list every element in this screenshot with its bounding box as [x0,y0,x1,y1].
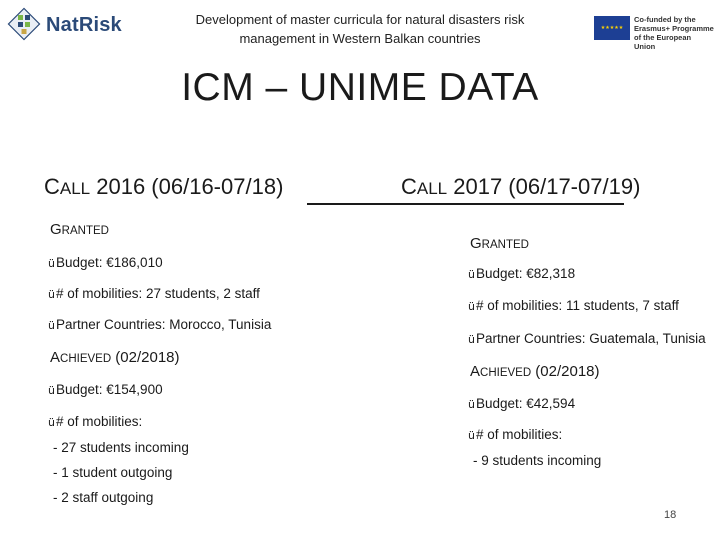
page-title: ICM – UNIME DATA [181,66,539,109]
detail-line: - 1 student outgoing [53,465,173,480]
check-icon: ü [48,319,55,332]
heading-underline [307,203,624,205]
left-granted-label: GRANTED [50,221,109,238]
detail-line: - 27 students incoming [53,440,189,455]
eu-flag-icon: ★★★★★ [594,16,630,40]
check-icon: ü [468,300,475,313]
check-icon: ü [48,384,55,397]
logo-wordmark: NatRisk [46,14,122,36]
call-2016-heading: CALL 2016 (06/16-07/18) [44,174,284,199]
eu-logo [594,14,714,51]
left-achieved-label: ACHIEVED (02/2018) [50,349,180,366]
check-icon: ü [48,416,55,429]
page-number: 18 [664,509,677,521]
header-subtitle: Development of master curricula for natural disasters risk management in Western Balkan countries [195,12,525,46]
list-item: ü# of mobilities: [468,427,563,442]
check-icon: ü [468,429,475,442]
list-item: ü# of mobilities: [48,414,143,429]
list-item: üBudget: €42,594 [468,396,576,411]
list-item: üBudget: €154,900 [48,382,163,397]
check-icon: ü [468,333,475,346]
list-item: ü# of mobilities: 27 students, 2 staff [48,286,260,301]
list-item: üPartner Countries: Guatemala, Tunisia [468,331,706,346]
natrisk-logo-icon [6,6,42,42]
call-2017-heading: CALL 2017 (06/17-07/19) [401,174,641,199]
check-icon: ü [468,268,475,281]
eu-cofunded-text: Co-funded by the Erasmus+ Programme of the European Union [634,15,714,51]
list-item: üBudget: €186,010 [48,255,163,270]
right-granted-label: GRANTED [470,235,529,252]
detail-line: - 2 staff outgoing [53,490,154,505]
right-achieved-label: ACHIEVED (02/2018) [470,363,600,380]
check-icon: ü [48,257,55,270]
list-item: üBudget: €82,318 [468,266,576,281]
check-icon: ü [48,288,55,301]
natrisk-logo [6,6,122,44]
detail-line: - 9 students incoming [473,453,602,468]
check-icon: ü [468,398,475,411]
list-item: ü# of mobilities: 11 students, 7 staff [468,298,679,313]
list-item: üPartner Countries: Morocco, Tunisia [48,317,272,332]
